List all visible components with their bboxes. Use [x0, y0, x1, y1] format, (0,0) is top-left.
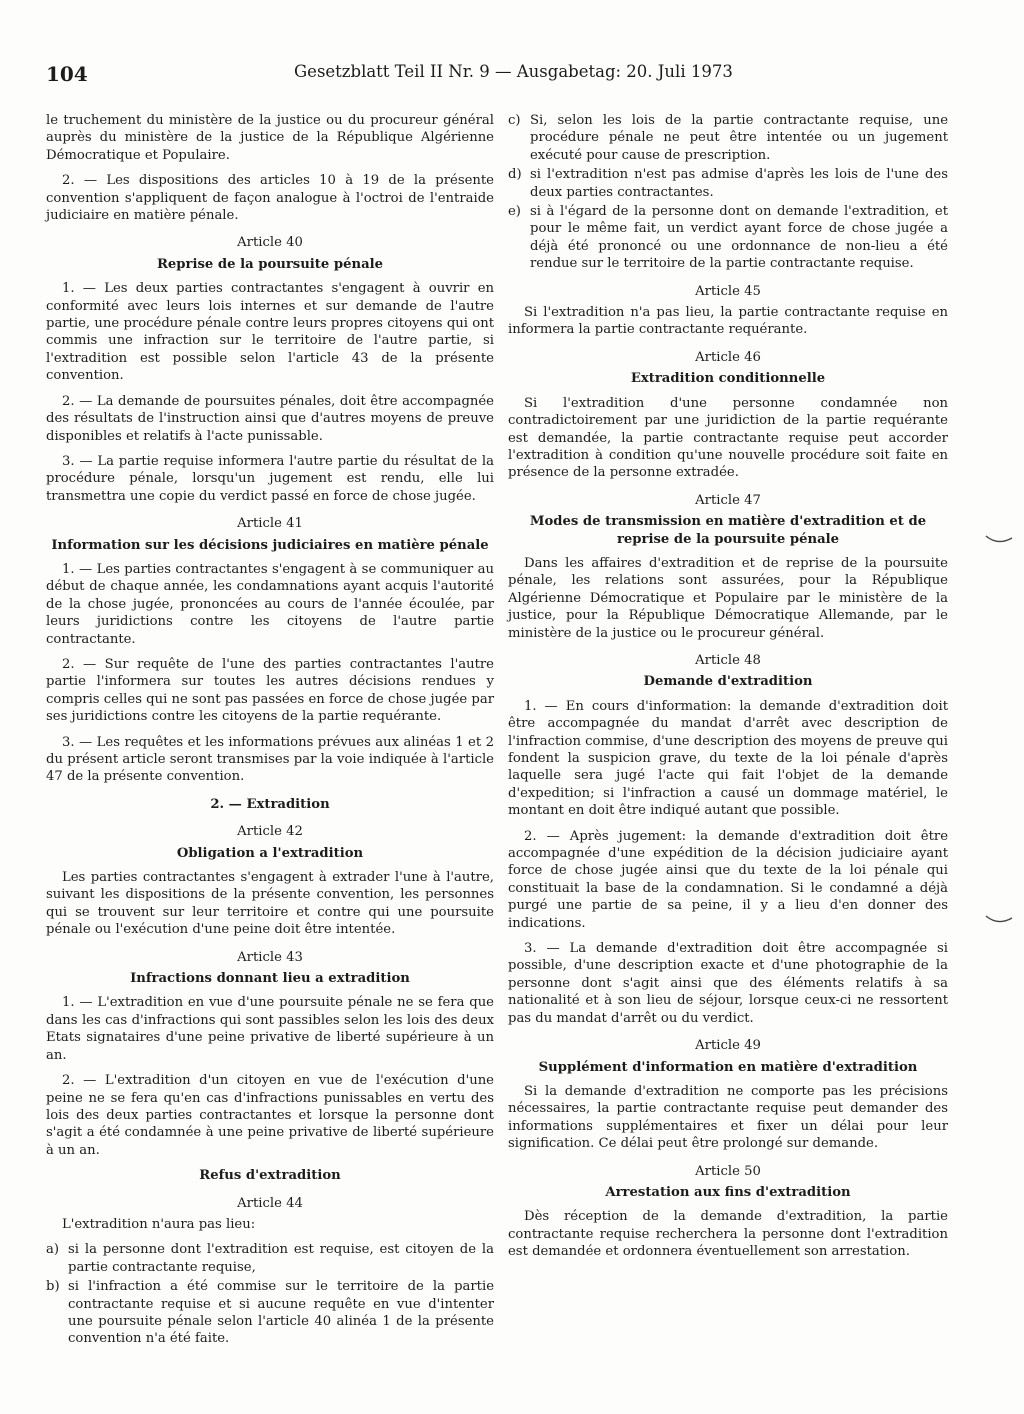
article-title: Refus d'extradition: [199, 1168, 341, 1184]
article-number: Article 41: [237, 516, 303, 532]
list-item: [508, 166, 948, 201]
gazette-title: Gesetzblatt Teil II Nr. 9 — Ausgabetag: 20. Juli 1973: [294, 62, 733, 81]
paragraph: Si l'extradition n'a pas lieu, la partie contractante requise en informera la partie contractante requérante.: [508, 305, 948, 338]
paragraph: 3. — Les requêtes et les informations prévues aux alinéas 1 et 2 du présent article seront transmises par la voie indiquée à l'article 47 de la présente convention.: [46, 734, 494, 785]
article-title: Reprise de la poursuite pénale: [156, 256, 384, 272]
list-item: [508, 203, 948, 273]
list-label: d): [508, 167, 522, 183]
list-text: si l'infraction a été commise sur le territoire de la partie contractante requise et si aucune requête en vue d'intenter une poursuite pénale selon l'article 40 alinéa 1 de la présente convention n'a été faite.: [68, 1279, 494, 1347]
article-title: Arrestation aux fins d'extradition: [605, 1184, 851, 1200]
article-number: Article 43: [237, 949, 303, 965]
paragraph: le truchement du ministère de la justice ou du procureur général auprès du ministère de la justice de la République Algérienne Démocratique et Populaire.: [46, 113, 494, 163]
list-label: e): [508, 204, 521, 220]
paragraph: 1. — Les deux parties contractantes s'engagent à ouvrir en conformité avec leurs lois internes et sur demande de l'autre partie, une procédure pénale contre leurs propres citoyens qui ont commis une infraction sur le territoire de l'autre partie, si l'extradition est possible selon l'article 43 de la présente convention.: [46, 281, 494, 384]
list-label: c): [508, 113, 521, 128]
paragraph: 2. — L'extradition d'un citoyen en vue de l'exécution d'une peine ne se fera qu'en cas d'infractions punissables en vertu des lois des deux parties contractantes et lorsque la personne dont s'agit a été condamnée à une peine privative de liberté supérieure à un an.: [46, 1073, 494, 1158]
paragraph: 3. — La partie requise informera l'autre partie du résultat de la procédure pénale, lorsqu'un jugement est rendu, elle lui transmettra une copie du verdict passé en force de chose jugée.: [46, 453, 494, 504]
article-number: Article 40: [237, 235, 303, 251]
article-number: Article 47: [695, 492, 761, 508]
article-title: Information sur les décisions judiciaires en matière pénale: [51, 537, 489, 553]
list-text: si la personne dont l'extradition est requise, est citoyen de la partie contractante requise,: [68, 1242, 494, 1275]
list-label: a): [46, 1242, 60, 1258]
page-header: [46, 62, 733, 90]
article-number: Article 46: [695, 349, 761, 365]
article-number: Article 50: [695, 1163, 761, 1179]
section-heading: 2. — Extradition: [210, 796, 330, 812]
article-title: Modes de transmission en matière d'extradition et de reprise de la poursuite pénale: [529, 514, 927, 547]
paragraph: 2. — Après jugement: la demande d'extradition doit être accompagnée d'une expédition de la décision judiciaire ayant force de chose jugée ainsi que du texte de la loi pénale qui constituait la base de la condamnation. Si le condamné a déjà purgé une partie de sa peine, il y a lieu d'en donner des indications.: [508, 828, 948, 931]
paragraph: 3. — La demande d'extradition doit être accompagnée si possible, d'une description exacte et d'une photographie de la personne dont s'agit ainsi que des éléments relatifs à sa nationalité et à son lieu de séjour, lorsque ceux-ci ne ressortent pas du mandat d'arrêt ou du verdict.: [508, 941, 948, 1026]
article-number: Article 49: [695, 1038, 761, 1054]
article-title: Demande d'extradition: [643, 674, 813, 690]
paragraph: 2. — Sur requête de l'une des parties contractantes l'autre partie l'informera sur toutes les autres décisions rendues y compris celles qui ne sont pas passées en force de chose jugée par ses juridictions contre les citoyens de la partie requérante.: [46, 656, 494, 725]
paragraph: 1. — En cours d'information: la demande d'extradition doit être accompagnée du mandat d'arrêt avec description de l'infraction commise, d'une description des moyens de preuve qui fondent la suspicion grave, du texte de la loi pénale d'après laquelle sera jugé l'acte qui fait l'objet de la demande d'expedition; si l'infraction a causé un dommage matériel, le montant en doit être indiqué autant que possible.: [508, 698, 948, 819]
paragraph: 1. — L'extradition en vue d'une poursuite pénale ne se fera que dans les cas d'infractions qui sont passibles selon les lois des deux Etats signataires d'une peine privative de liberté supérieure à un an.: [46, 995, 494, 1063]
paragraph: L'extradition n'aura pas lieu:: [62, 1216, 256, 1232]
list-label: b): [46, 1279, 60, 1295]
list-item: [46, 1241, 494, 1276]
list-text: si à l'égard de la personne dont on demande l'extradition, et pour le même fait, un verdict ayant force de chose jugée a déjà été prononcé ou une ordonnance de non-lieu a été rendue sur le territoire de la partie contractante requise.: [530, 204, 948, 272]
page-number: 104: [46, 62, 88, 86]
article-title: Obligation a l'extradition: [176, 845, 364, 861]
paragraph: Dans les affaires d'extradition et de reprise de la poursuite pénale, les relations sont assurées, pour la République Algérienne Démocratique et Populaire par le ministère de la justice, pour la République Démocratique Allemande, par le ministère de la justice ou le procureur général.: [508, 555, 948, 641]
paragraph: 2. — Les dispositions des articles 10 à 19 de la présente convention s'appliquent de façon analogue à l'octroi de l'entraide judiciaire en matière pénale.: [46, 173, 494, 224]
margin-mark: [984, 532, 1014, 546]
article-title: Extradition conditionnelle: [630, 371, 826, 387]
article-number: Article 48: [695, 652, 761, 668]
paragraph: 2. — La demande de poursuites pénales, doit être accompagnée des résultats de l'instruction ainsi que d'autres moyens de preuve disponibles et relatifs à l'acte punissable.: [46, 393, 494, 444]
left-column: [46, 112, 494, 1350]
list-item: [46, 1278, 494, 1348]
article-number: Article 45: [695, 283, 761, 299]
paragraph: Si l'extradition d'une personne condamnée non contradictoirement par une juridiction de la partie requérante est demandée, la partie contractante requise peut accorder l'extradition à condition qu'une nouvelle procédure soit faite en présence de la personne extradée.: [508, 395, 948, 481]
paragraph: Les parties contractantes s'engagent à extrader l'une à l'autre, suivant les dispositions de la présente convention, les personnes qui se trouvent sur leur territoire et contre qui une poursuite pénale ou l'exécution d'une peine doit être intentée.: [46, 870, 494, 938]
article-number: Article 44: [237, 1195, 303, 1211]
paragraph: Si la demande d'extradition ne comporte pas les précisions nécessaires, la partie contractante requise peut demander des informations supplémentaires et fixer un délai pour leur signification. Ce délai peut être prolongé sur demande.: [508, 1083, 948, 1152]
article-number: Article 42: [237, 824, 303, 840]
right-column: [508, 112, 948, 1269]
paragraph: Dès réception de la demande d'extradition, la partie contractante requise recherchera la personne dont l'extradition est demandée et ordonnera éventuellement son arrestation.: [508, 1209, 948, 1260]
list-text: Si, selon les lois de la partie contractante requise, une procédure pénale ne peut être intentée ou un jugement exécuté pour cause de prescription.: [530, 113, 948, 163]
article-title: Infractions donnant lieu a extradition: [130, 971, 410, 987]
paragraph: 1. — Les parties contractantes s'engagent à se communiquer au début de chaque année, les condamnations ayant acquis l'autorité de la chose jugée, prononcées au cours de l'année écoulée, par leurs juridictions contre les citoyens de l'autre partie contractante.: [46, 561, 494, 647]
article-title: Supplément d'information en matière d'extradition: [538, 1059, 918, 1075]
list-text: si l'extradition n'est pas admise d'après les lois de l'une des deux parties contractantes.: [530, 167, 948, 200]
margin-mark: [984, 912, 1014, 926]
list-item: [508, 112, 948, 164]
